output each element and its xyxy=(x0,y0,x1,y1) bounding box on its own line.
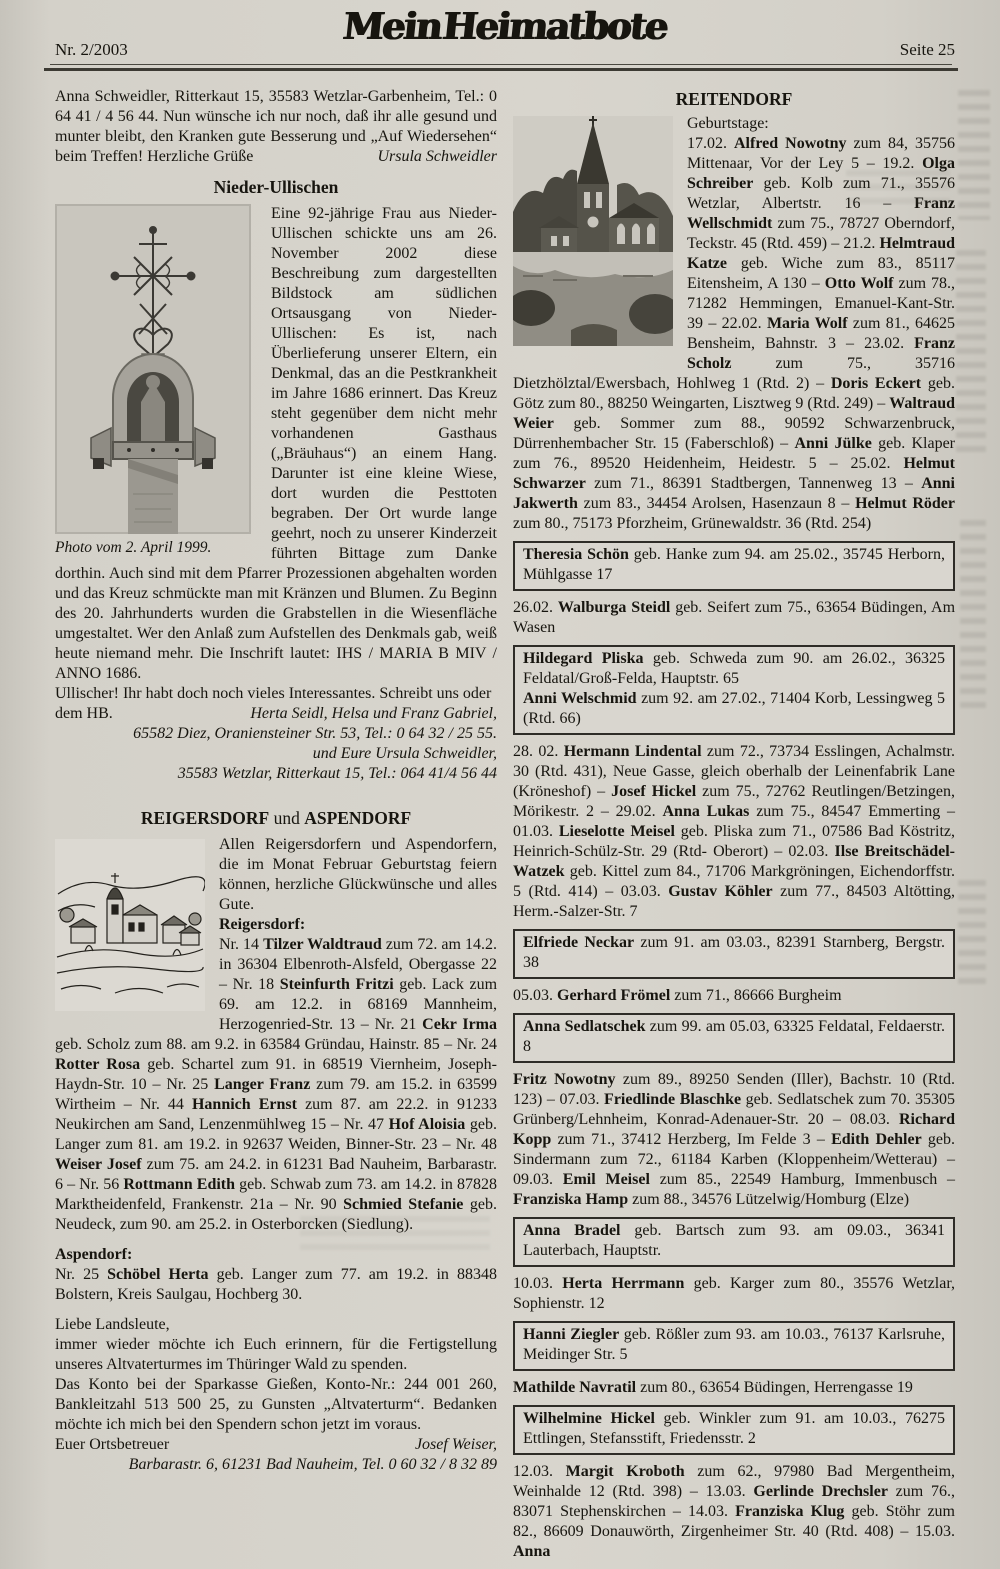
nieder-signature-row xyxy=(55,704,497,724)
entry-ziegler: Hanni Ziegler geb. Rößler zum 93. am 10.03., 76137 Karlsruhe, Meidinger Str. 5 xyxy=(523,1326,946,1363)
heading-reitendorf: REITENDORF xyxy=(675,89,793,109)
highlight-box-bradel xyxy=(513,1217,955,1267)
heading-reigersdorf-aspendorf: REIGERSDORF und ASPENDORF xyxy=(140,808,412,828)
reigersdorf-entries: Nr. 14 Tilzer Waldtraud zum 72. am 14.2. in 36304 Elbenroth-Alsfeld, Obergasse 22 – Nr. 18 Steinfurth Fritzi geb. Lack zum 69. am 12.2. in 68169 Mannheim, Herzogenried-Str. 13 – Nr. 21 Cekr Irma geb. Scholz zum 88. am 9.2. in 63584 Gründau, Hainstr. 85 – Nr. 24 Rotter Rosa geb. Schartel zum 91. in 68519 Viernheim, Joseph-Haydn-Str. 10 – Nr. 25 Langer Franz zum 79. am 15.2. in 63599 Wirtheim – Nr. 44 Hannich Ernst zum 87. am 22.2. in 91233 Neukirchen am Sand, Lenzenmühlweg 15 – Nr. 47 Hof Aloisia geb. Langer zum 81. am 19.2. in 92637 Weiden, Binner-Str. 23 – Nr. 48 Weiser Josef zum 75. am 24.2. in 61231 Bad Nauheim, Barbarastr. 6 – Nr. 56 Rottmann Edith geb. Schwab zum 73. am 14.2. in 87828 Marktheidenfeld, Frankenstr. 21a – Nr. 90 Schmied Stefanie geb. Neudeck, zum 90. am 25.2. in Osterborcken (Siedlung). xyxy=(55,936,498,1233)
aspendorf-label: Aspendorf: xyxy=(55,1246,133,1263)
highlight-box-hickel xyxy=(513,1405,955,1455)
nieder-appeal: Ullischer! Ihr habt doch noch vieles Interessantes. Schreibt uns oder xyxy=(55,685,492,702)
signature-line-3: und Eure Ursula Schweidler, xyxy=(312,745,497,762)
signature-line-1: Herta Seidl, Helsa und Franz Gabriel, xyxy=(250,705,497,722)
entry-neckar: Elfriede Neckar zum 91. am 03.03., 82391 Starnberg, Bergstr. 38 xyxy=(523,934,946,971)
masthead-title: Mein Heimatbote xyxy=(341,4,670,48)
entry-kroboth-group: 12.03. Margit Kroboth zum 62., 97980 Bad Mergentheim, Weinhalde 12 (Rtd. 398) – 13.03. Gerlinde Drechsler zum 76., 83071 Stephenskirchen – 14.03. Franziska Klug geb. Stöhr zum 82., 86609 Donauwörth, Zirgenheimer Str. 40 (Rtd. 408) – 15.03. Anna xyxy=(513,1463,956,1560)
entry-navratil: Mathilde Navratil zum 80., 63654 Büdingen, Herrengasse 19 xyxy=(513,1379,913,1396)
entry-herrmann: 10.03. Herta Herrmann geb. Karger zum 80., 35576 Wetzlar, Sophienstr. 12 xyxy=(513,1275,956,1312)
header-rule-thin xyxy=(50,64,952,65)
entry-pliska: Hildegard Pliska geb. Schweda zum 90. am 26.02., 36325 Feldatal/Groß-Felda, Hauptstr. 65 xyxy=(523,650,946,687)
landsleute-salutation: Liebe Landsleute, xyxy=(55,1316,170,1333)
entry-nowotny-group: Fritz Nowotny zum 89., 89250 Senden (Iller), Bachstr. 10 (Rtd. 123) – 07.03. Friedlinde Blaschke geb. Sedlatschek zum 70. 35305 Grünberg/Lehnheim, Konrad-Adenauer-Str. 20 – 08.03. Richard Kopp zum 71., 37412 Herzberg, Im Felde 3 – Edith Dehler geb. Sindermann zum 72., 61184 Karben (Kloppenheim/Wetterau) – 09.03. Emil Meisel zum 85., 22549 Hamburg, Immenbusch – Franziska Hamp zum 88., 34576 Lützelwig/Homburg (Elze) xyxy=(513,1071,956,1208)
landsleute-appeal-2: Das Konto bei der Sparkasse Gießen, Konto-Nr.: 244 001 260, Bankleitzahl 513 500 25, zu Gunsten „Altvaterturm“. Bedanken möchte ich mich bei den Spendern schon jetzt im voraus. xyxy=(55,1376,497,1433)
bildstock-figure xyxy=(55,204,251,557)
entry-froemel: 05.03. Gerhard Frömel zum 71., 86666 Burgheim xyxy=(513,987,842,1004)
signature-line-4: 35583 Wetzlar, Ritterkaut 15, Tel.: 064 41/4 56 44 xyxy=(177,765,497,782)
village-sketch-illustration xyxy=(55,839,205,1011)
birthdays-label: Geburtstage: xyxy=(687,115,769,132)
bildstock-photo xyxy=(55,204,251,534)
content-columns xyxy=(0,71,1000,1569)
entry-sedlatschek: Anna Sedlatschek zum 99. am 05.03, 63325 Feldatal, Feldaerstr. 8 xyxy=(523,1018,946,1055)
page-header xyxy=(55,0,955,64)
entry-steidl: 26.02. Walburga Steidl geb. Seifert zum 75., 63654 Büdingen, Am Wasen xyxy=(513,599,956,636)
reigersdorf-intro: Allen Reigersdorfern und Aspendorfern, die im Monat Februar Geburtstag feiern können, herzliche Glückwünsche und alles Gute. xyxy=(219,836,497,913)
village-sketch-figure xyxy=(55,839,205,1017)
left-column xyxy=(55,87,497,1569)
signature-line-2: 65582 Diez, Oraniensteiner Str. 53, Tel.: 0 64 32 / 25 55. xyxy=(133,725,497,742)
closing-name: Josef Weiser, xyxy=(414,1436,497,1453)
closing-address: Barbarastr. 6, 61231 Bad Nauheim, Tel. 0 60 32 / 8 32 89 xyxy=(128,1456,497,1473)
birthday-list-february: 17.02. Alfred Nowotny zum 84, 35756 Mittenaar, Vor der Ley 5 – 19.2. Olga Schreiber geb. Kolb zum 71., 35576 Wetzlar, Albertstr. 16 – Franz Wellschmidt zum 75., 78727 Oberndorf, Teckstr. 45 (Rtd. 459) – 21.2. Helmtraud Katze geb. Wiche zum 83., 85117 Eitensheim, A 130 – Otto Wolf zum 78., 71282 Hemmingen, Emanuel-Kant-Str. 39 – 22.02. Maria Wolf zum 81., 64625 Bensheim, Bahnstr. 3 – 23.02. Franz Scholz zum 75., 35716 Dietzhölztal/Ewersbach, Hohlweg 1 (Rtd. 2) – Doris Eckert geb. Götz zum 80., 88250 Weingarten, Lisztweg 9 (Rtd. 249) – Waltraud Weier geb. Sommer zum 88., 90592 Schwarzenbruck, Dürrenhembacher Str. 15 (Faberschloß) – Anni Jülke geb. Klaper zum 76., 89520 Heidenheim, Heidestr. 5 – 25.02. Helmut Schwarzer zum 71., 86391 Stadtbergen, Tannenweg 13 – Anni Jakwerth zum 83., 34454 Arolsen, Hasenzaun 8 – Helmut Röder zum 80., 75173 Pforzheim, Grünewaldstr. 36 (Rtd. 254) xyxy=(513,135,956,532)
reigersdorf-label: Reigersdorf: xyxy=(219,916,306,933)
right-column xyxy=(513,87,955,1569)
photo-caption: Photo vom 2. April 1999. xyxy=(55,539,212,556)
church-figure xyxy=(513,116,673,352)
highlight-box-pliska-welschmid xyxy=(513,645,955,735)
entry-lindental-group: 28. 02. Hermann Lindental zum 72., 73734 Esslingen, Achalmstr. 30 (Rtd. 431), Neue Gasse, gleich oberhalb der Leinenfabrik Lane (Kröneshof) – Josef Hickel zum 75., 72762 Reutlingen/Betzingen, Mörikestr. 2 – 29.02. Anna Lukas zum 75., 84547 Emmerting – 01.03. Lieselotte Meisel geb. Pliska zum 71., 07586 Bad Köstritz, Heinrich-Schülz-Str. 29 (Rtd- Oberort) – 02.03. Ilse Breitschädel-Watzek geb. Kittel zum 84., 71706 Markgröningen, Eichendorffstr. 5 (Rtd. 414) – 03.03. Gustav Köhler zum 77., 84503 Altötting, Herm.-Salzer-Str. 7 xyxy=(513,743,956,920)
highlight-box-sedlatschek xyxy=(513,1013,955,1063)
appeal-hb: dem HB. xyxy=(55,705,113,722)
landsleute-appeal-1: immer wieder möchte ich Euch erinnern, für die Fertigstellung unseres Altvaterturmes im Thüringer Wald zu spenden. xyxy=(55,1336,497,1373)
nieder-body: Eine 92-jährige Frau aus Nieder-Ullischen schickte uns am 26. November 2002 diese Beschreibung zum dargestellten Bildstock am südlichen Ortsausgang von Nieder-Ullischen: Es ist, nach Überlieferung unserer Eltern, ein Denkmal, das an die Pestkrankheit im Jahre 1686 erinnert. Das Kreuz steht gegenüber dem nicht mehr vorhandenen Gasthaus („Bräuhaus“) an einem Hang. Darunter ist eine kleine Wiese, dort wurden die Pesttoten begraben. Der Ort wurde lange geehrt, noch zu unserer Kinderzeit führten Bittage zum Danke dorthin. Auch sind mit dem Pfarrer Prozessionen abgehalten worden und das Kreuz schmückte man mit Kränzen und Blumen. Zu Beginn des 20. Jahrhunderts wurden die Grabstellen in die Wiesenfläche umgestaltet. Wer den Anlaß zum Aufstellen des Denkmals gab, weiß heute niemand mehr. Die Inschrift lautet: IHS / MARIA B MIV / ANNO 1686. xyxy=(55,205,497,682)
intro-paragraph: Anna Schweidler, Ritterkaut 15, 35583 Wetzlar-Garbenheim, Tel.: 0 64 41 / 4 56 44. Nun wünsche ich nur noch, daß ihr alle gesund und munter bleibt, den Kranken gute Besserung und „Auf Wiedersehen“ beim Treffen! Herzliche Grüße Ursula Schweidler xyxy=(55,88,497,165)
aspendorf-entries: Nr. 25 Schöbel Herta geb. Langer zum 77. am 19.2. in 88348 Bolstern, Kreis Saulgau, Hochberg 30. xyxy=(55,1266,497,1303)
entry-hickel: Wilhelmine Hickel geb. Winkler zum 91. am 10.03., 76275 Ettlingen, Stefansstift, Friedensstr. 2 xyxy=(523,1410,945,1447)
issue-number: Nr. 2/2003 xyxy=(55,40,128,59)
heading-nieder-ullischen: Nieder-Ullischen xyxy=(213,177,339,197)
entry-schoen: Theresia Schön geb. Hanke zum 94. am 25.02., 35745 Herborn, Mühlgasse 17 xyxy=(523,546,946,583)
entry-welschmid: Anni Welschmid zum 92. am 27.02., 71404 Korb, Lessingweg 5 (Rtd. 66) xyxy=(523,690,945,727)
highlight-box-ziegler xyxy=(513,1321,955,1371)
highlight-box-schoen xyxy=(513,541,955,591)
entry-bradel: Anna Bradel geb. Bartsch zum 93. am 09.03., 36341 Lauterbach, Hauptstr. xyxy=(523,1222,945,1259)
page-number: Seite 25 xyxy=(899,40,955,59)
church-illustration xyxy=(513,116,673,346)
closing-role: Euer Ortsbetreuer xyxy=(55,1436,170,1453)
highlight-box-neckar xyxy=(513,929,955,979)
closing-row xyxy=(55,1435,497,1455)
